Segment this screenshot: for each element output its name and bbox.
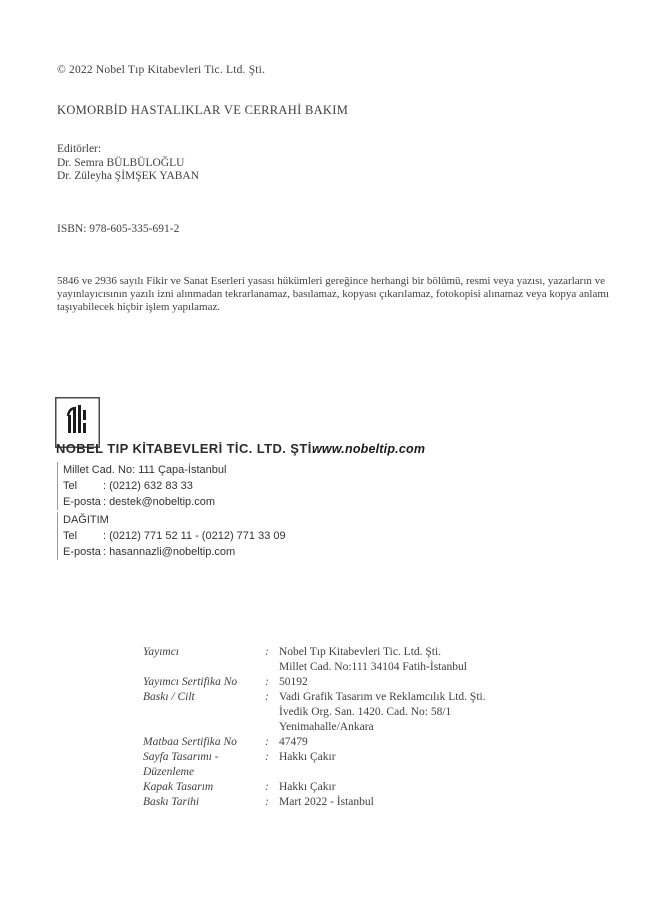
colon-separator: : <box>103 496 107 508</box>
colophon-label: Yayımcı Sertifika No <box>143 676 238 688</box>
legal-notice-line: yayınlayıcısının yazılı izni alınmadan tekrarlanamaz, basılamaz, kopyası çıkarılamaz, fotokopisi alınamaz veya kopya anlamı <box>57 288 609 300</box>
colophon-row-print-date <box>143 795 486 810</box>
colophon-value-line: Vadi Grafik Tasarım ve Reklamcılık Ltd. Şti. <box>279 691 486 703</box>
colophon-value <box>279 645 467 675</box>
colon-separator: : <box>265 781 269 793</box>
colophon-label: Yayımcı <box>143 646 179 658</box>
colophon-value-line: 50192 <box>279 676 308 688</box>
colophon-row-publisher-certificate <box>143 675 486 690</box>
colophon-value-line: Hakkı Çakır <box>279 781 336 793</box>
colon-separator: : <box>103 480 107 492</box>
colophon-value <box>279 750 336 765</box>
publisher-phone-line <box>63 478 226 494</box>
phone-label: Tel <box>63 530 78 542</box>
colophon-value <box>279 780 336 795</box>
colophon-value <box>279 675 308 690</box>
phone-value: (0212) 771 52 11 - (0212) 771 33 09 <box>109 530 286 542</box>
email-value: hasannazli@nobeltip.com <box>109 546 236 558</box>
editors-block <box>57 143 199 184</box>
colophon-row-cover-design <box>143 780 486 795</box>
colophon-value <box>279 690 486 735</box>
colophon-value-line: İvedik Org. San. 1420. Cad. No: 58/1 <box>279 706 452 718</box>
colophon-label: Baskı Tarihi <box>143 796 200 808</box>
distribution-heading: DAĞITIM <box>63 514 109 526</box>
colophon-value-line: Yenimahalle/Ankara <box>279 721 374 733</box>
publisher-address: Millet Cad. No: 111 Çapa-İstanbul <box>63 464 227 476</box>
colophon-value-line: 47479 <box>279 736 308 748</box>
email-value: destek@nobeltip.com <box>109 496 216 508</box>
colophon-value-line: Nobel Tıp Kitabevleri Tic. Ltd. Şti. <box>279 646 442 658</box>
email-label: E-posta <box>63 496 101 508</box>
colophon-row-printing <box>143 690 486 735</box>
colophon-row-page-design <box>143 750 486 780</box>
colophon-label: Kapak Tasarım <box>143 781 214 793</box>
copyright-line: © 2022 Nobel Tıp Kitabevleri Tic. Ltd. Şti. <box>57 64 266 76</box>
phone-label: Tel <box>63 480 78 492</box>
colon-separator: : <box>265 736 269 748</box>
legal-notice-line: 5846 ve 2936 sayılı Fikir ve Sanat Eserleri yasası hükümleri gereğince herhangi bir bölümü, resmi veya yazısı, yazarların ve <box>57 275 606 287</box>
isbn-line: ISBN: 978-605-335-691-2 <box>57 223 180 235</box>
book-title: KOMORBİD HASTALIKLAR VE CERRAHİ BAKIM <box>57 103 349 117</box>
colophon-value <box>279 795 374 810</box>
editor-name: Dr. Semra BÜLBÜLOĞLU <box>57 156 185 169</box>
colophon-label: Matbaa Sertifika No <box>143 736 237 748</box>
colon-separator: : <box>265 691 269 703</box>
colophon-row-press-certificate <box>143 735 486 750</box>
distribution-phone-line <box>63 528 286 544</box>
distribution-email-line <box>63 544 286 560</box>
colon-separator: : <box>265 751 269 763</box>
colophon-label: Sayfa Tasarımı - Düzenleme <box>143 751 219 778</box>
legal-notice <box>57 275 609 314</box>
editor-name: Dr. Züleyha ŞİMŞEK YABAN <box>57 170 200 182</box>
colophon-value-line: Hakkı Çakır <box>279 751 336 763</box>
colophon-value <box>279 735 308 750</box>
colophon-label: Baskı / Cilt <box>143 691 195 703</box>
legal-notice-line: taşıyabilecek hiçbir işlem yapılamaz. <box>57 301 221 313</box>
colophon-value-line: Mart 2022 - İstanbul <box>279 796 374 808</box>
email-label: E-posta <box>63 546 101 558</box>
colophon-table <box>143 645 486 810</box>
publisher-contact-block <box>57 462 226 510</box>
colon-separator: : <box>265 796 269 808</box>
colophon-value-line: Millet Cad. No:111 34104 Fatih-İstanbul <box>279 661 467 673</box>
editors-heading: Editörler: <box>57 143 102 155</box>
colon-separator: : <box>103 546 107 558</box>
publisher-name: NOBEL TIP KİTABEVLERİ TİC. LTD. ŞTİ. <box>56 441 316 456</box>
colon-separator: : <box>265 676 269 688</box>
colon-separator: : <box>265 646 269 658</box>
distribution-contact-block <box>57 512 286 560</box>
colophon-row-publisher <box>143 645 486 675</box>
colon-separator: : <box>103 530 107 542</box>
phone-value: (0212) 632 83 33 <box>109 480 193 492</box>
publisher-email-line <box>63 494 226 510</box>
publisher-website: www.nobeltip.com <box>312 442 426 456</box>
